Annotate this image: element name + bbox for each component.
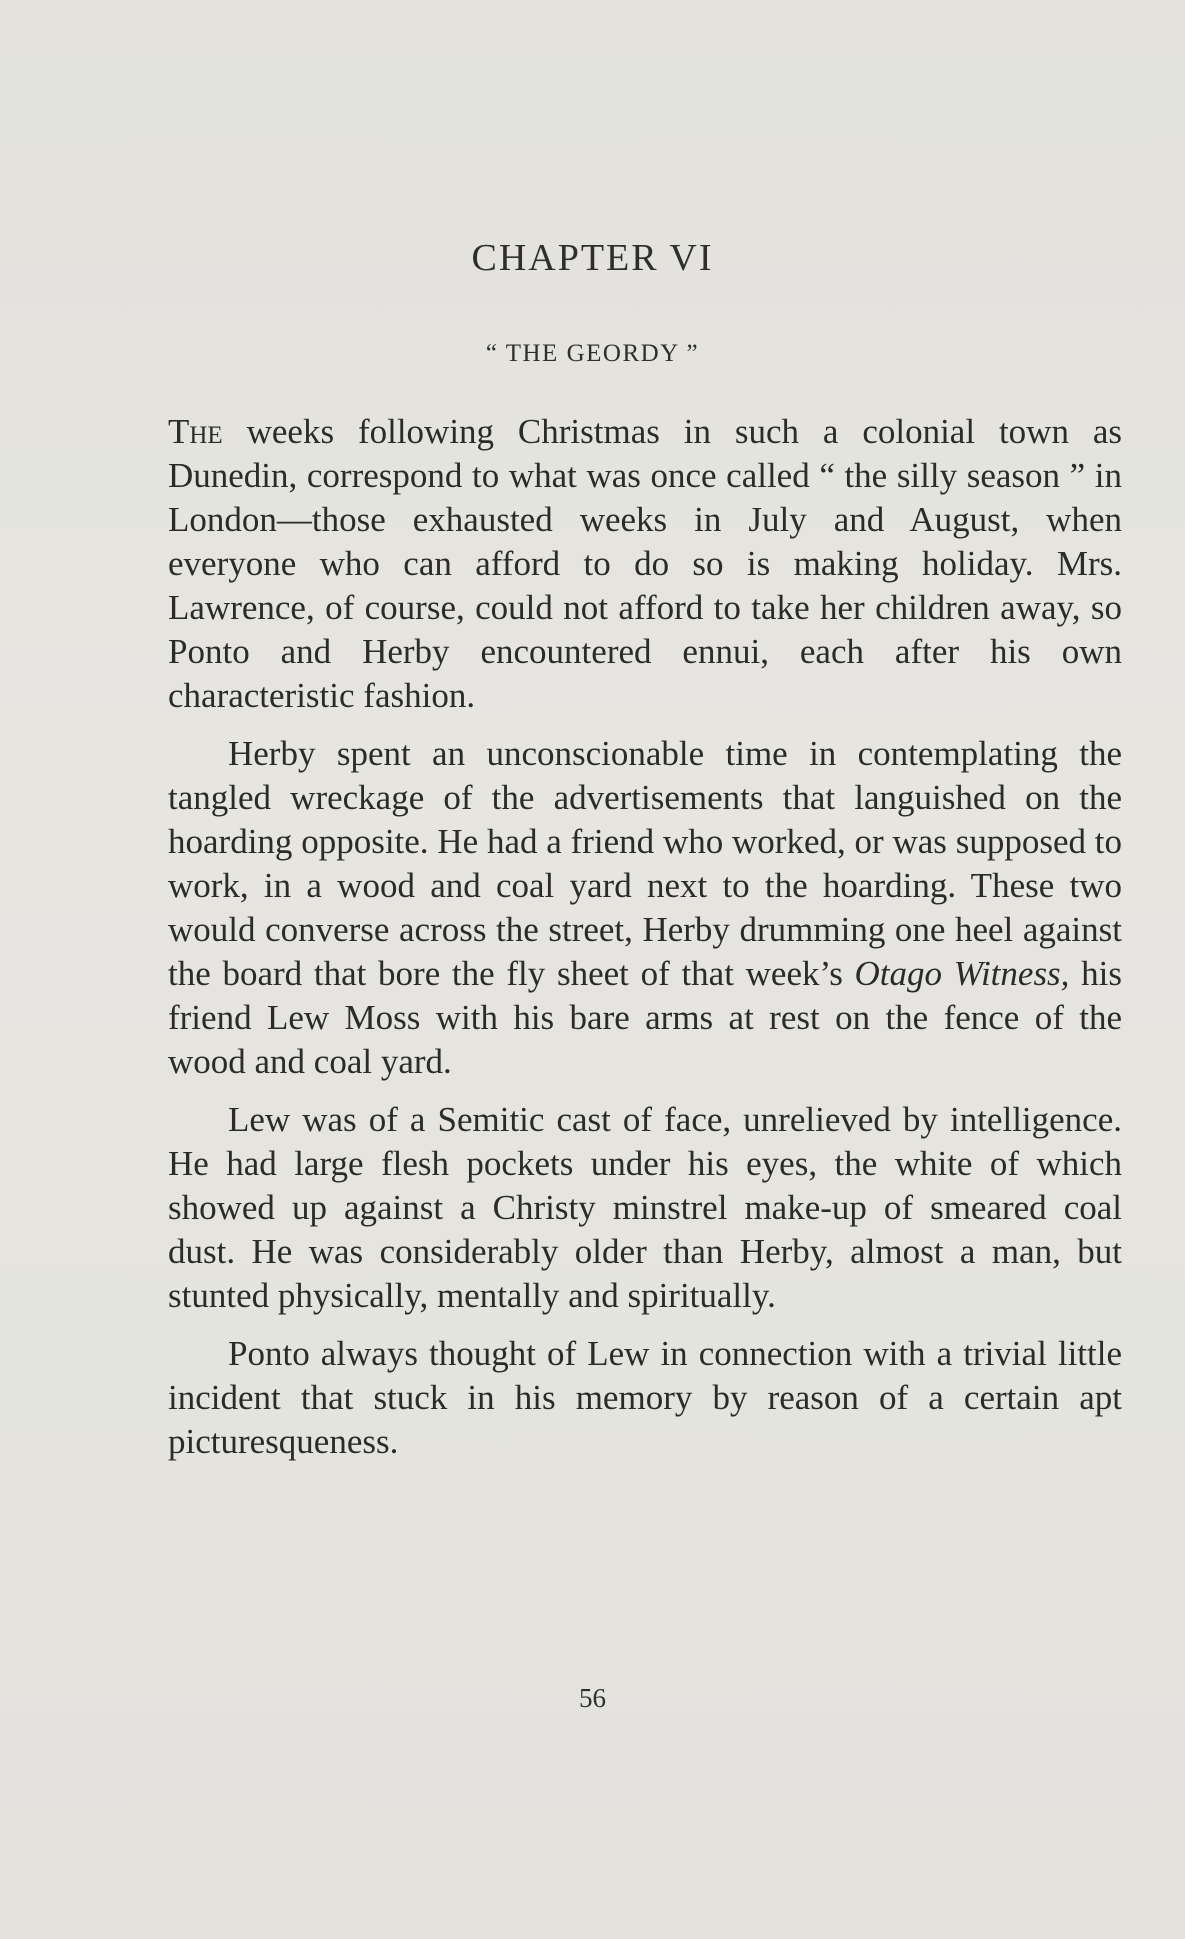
paragraph-2 xyxy=(168,732,1122,1084)
paragraph-2-italic-title: Otago Witness, xyxy=(854,954,1070,993)
page-number: 56 xyxy=(579,1683,606,1713)
paragraph-1 xyxy=(168,410,1122,718)
paragraph-1-lead-word: The xyxy=(168,412,223,451)
paragraph-2-text-before: Herby spent an unconscionable time in contemplating the tangled wreckage of the advertisements that languished on the hoarding opposite. He had a friend who worked, or was supposed to work, in a wood and coal yard next to the hoarding. These two would converse across the street, Herby drumming one heel against the board that bore the fly sheet of that week’s xyxy=(168,734,1122,993)
chapter-title: CHAPTER VI xyxy=(471,237,714,279)
paragraph-2-text-after: his friend Lew Moss with his bare arms at rest on the fence of the wood and coal yard. xyxy=(168,954,1122,1081)
paragraph-1-text: weeks following Christmas in such a colonial town as Dunedin, correspond to what was once called “ the silly season ” in London—those exhausted weeks in July and August, when everyone who can afford to do so is making holiday. Mrs. Lawrence, of course, could not afford to take her children away, so Ponto and Herby encountered ennui, each after his own characteristic fashion. xyxy=(168,412,1122,715)
paragraph-3: Lew was of a Semitic cast of face, unrelieved by intelligence. He had large flesh pockets under his eyes, the white of which showed up against a Christy minstrel make-up of smeared coal dust. He was considerably older than Herby, almost a man, but stunted physically, mentally and spiritually. xyxy=(168,1100,1122,1315)
chapter-subtitle: “ THE GEORDY ” xyxy=(485,340,700,367)
paragraph-4: Ponto always thought of Lew in connection with a trivial little incident that stuck in his memory by reason of a certain apt picturesqueness. xyxy=(168,1334,1122,1461)
body-text xyxy=(168,410,1122,1478)
